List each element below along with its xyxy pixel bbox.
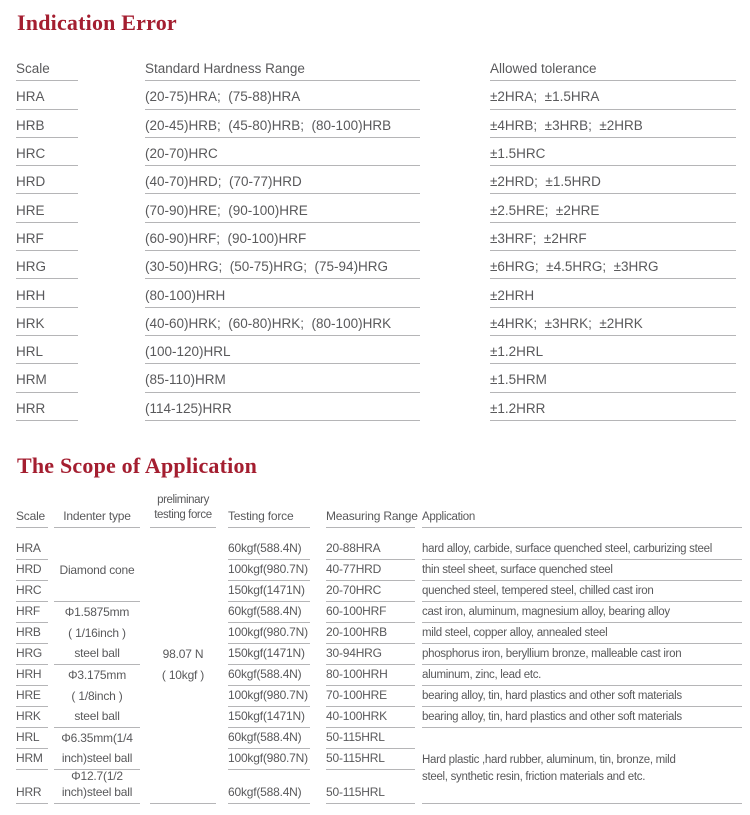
range-cell: (114-125)HRR xyxy=(145,402,420,421)
prelim-force-cell xyxy=(150,556,216,560)
indenter-cell: steel ball xyxy=(54,710,140,728)
scale-cell: HRG xyxy=(16,647,48,665)
table-row xyxy=(16,308,750,336)
application-cell xyxy=(422,745,742,749)
table-row xyxy=(16,728,750,749)
prelim-force-cell xyxy=(150,745,216,749)
tolerance-cell: ±2HRD; ±1.5HRD xyxy=(490,175,736,194)
prelim-force-cell xyxy=(150,799,216,804)
tolerance-cell: ±1.5HRC xyxy=(490,147,736,166)
indenter-cell: Diamond cone xyxy=(59,563,135,578)
header-allowed-tolerance: Allowed tolerance xyxy=(490,62,736,81)
section-title-indication-error: Indication Error xyxy=(17,10,177,35)
indenter-cell xyxy=(54,597,140,602)
tolerance-cell: ±1.2HRL xyxy=(490,345,736,364)
scale-cell: HRA xyxy=(16,542,48,560)
scale-cell: HRD xyxy=(16,175,78,194)
tolerance-cell: ±2HRA; ±1.5HRA xyxy=(490,90,736,109)
scale-cell: HRB xyxy=(16,626,48,644)
range-cell: (30-50)HRG; (50-75)HRG; (75-94)HRG xyxy=(145,260,420,279)
section-title-scope-of-application: The Scope of Application xyxy=(17,452,258,478)
scale-cell: HRD xyxy=(16,563,48,581)
table-row xyxy=(16,602,750,623)
indenter-cell: ( 1/16inch ) xyxy=(68,626,126,641)
range-cell: (80-100)HRH xyxy=(145,289,420,308)
scale-cell: HRF xyxy=(16,232,78,251)
header-application: Application xyxy=(422,511,742,528)
application-cell: steel, synthetic resin, friction materials and etc. xyxy=(422,770,646,783)
application-cell: cast iron, aluminum, magnesium alloy, bearing alloy xyxy=(422,606,742,623)
application-cell: phosphorus iron, beryllium bronze, malleable cast iron xyxy=(422,648,742,665)
scale-cell: HRB xyxy=(16,119,78,138)
range-cell: (100-120)HRL xyxy=(145,345,420,364)
header-standard-hardness-range: Standard Hardness Range xyxy=(145,62,420,81)
measuring-range-cell: 80-100HRH xyxy=(326,668,415,686)
application-cell: quenched steel, tempered steel, chilled cast iron xyxy=(422,585,742,602)
scale-cell: HRL xyxy=(16,345,78,364)
indenter-cell: inch)steel ball xyxy=(54,752,140,770)
application-cell: bearing alloy, tin, hard plastics and other soft materials xyxy=(422,711,742,728)
table-row xyxy=(16,665,750,686)
header-scale: Scale xyxy=(16,62,78,81)
prelim-force-cell: ( 10kgf ) xyxy=(161,668,205,683)
table-row xyxy=(16,644,750,665)
testing-force-cell: 100kgf(980.7N) xyxy=(228,626,310,644)
table-row xyxy=(16,787,750,804)
prelim-force-cell xyxy=(150,640,216,644)
scale-cell: HRH xyxy=(16,289,78,308)
measuring-range-cell: 20-88HRA xyxy=(326,542,415,560)
application-cell: aluminum, zinc, lead etc. xyxy=(422,669,742,686)
header-testing-force: Testing force xyxy=(228,510,310,528)
measuring-range-cell: 50-115HRL xyxy=(326,752,415,770)
table-row xyxy=(16,364,750,392)
scale-cell: HRK xyxy=(16,710,48,728)
indenter-cell: Φ1.5875mm xyxy=(64,605,130,620)
tolerance-cell: ±4HRK; ±3HRK; ±2HRK xyxy=(490,317,736,336)
indenter-cell: Φ3.175mm xyxy=(68,668,126,683)
table-row xyxy=(16,528,750,560)
table-row xyxy=(16,707,750,728)
testing-force-cell: 60kgf(588.4N) xyxy=(228,668,310,686)
testing-force-cell: 60kgf(588.4N) xyxy=(228,731,310,749)
indenter-cell: Φ6.35mm(1/4 xyxy=(61,731,133,746)
range-cell: (20-70)HRC xyxy=(145,147,420,166)
range-cell: (40-60)HRK; (60-80)HRK; (80-100)HRK xyxy=(145,317,420,336)
scale-cell: HRK xyxy=(16,317,78,336)
testing-force-cell: 100kgf(980.7N) xyxy=(228,752,310,770)
table-row xyxy=(16,166,750,194)
indenter-cell: ( 1/8inch ) xyxy=(71,689,123,704)
scale-cell: HRM xyxy=(16,373,78,392)
indication-error-table xyxy=(16,53,750,421)
tolerance-cell: ±4HRB; ±3HRB; ±2HRB xyxy=(490,119,736,138)
prelim-force-cell xyxy=(150,598,216,602)
range-cell: (85-110)HRM xyxy=(145,373,420,392)
scale-cell: HRL xyxy=(16,731,48,749)
tolerance-cell: ±1.5HRM xyxy=(490,373,736,392)
application-cell xyxy=(422,799,742,804)
table-row xyxy=(16,81,750,109)
table-row xyxy=(16,279,750,307)
testing-force-cell: 100kgf(980.7N) xyxy=(228,563,310,581)
testing-force-cell: 60kgf(588.4N) xyxy=(228,605,310,623)
range-cell: (40-70)HRD; (70-77)HRD xyxy=(145,175,420,194)
measuring-range-cell: 70-100HRE xyxy=(326,689,415,707)
testing-force-cell: 150kgf(1471N) xyxy=(228,710,310,728)
prelim-force-cell xyxy=(150,766,216,770)
tolerance-cell: ±2HRH xyxy=(490,289,736,308)
table-row xyxy=(16,336,750,364)
application-cell: bearing alloy, tin, hard plastics and other soft materials xyxy=(422,690,742,707)
scale-cell: HRC xyxy=(16,147,78,166)
prelim-force-cell xyxy=(150,724,216,728)
table-header-row xyxy=(16,488,750,528)
scale-cell: HRF xyxy=(16,605,48,623)
measuring-range-cell: 40-100HRK xyxy=(326,710,415,728)
table-row xyxy=(16,560,750,581)
prelim-force-cell xyxy=(150,577,216,581)
application-cell: Hard plastic ,hard rubber, aluminum, tin, bronze, mild xyxy=(422,753,676,766)
table-row xyxy=(16,138,750,166)
testing-force-cell: 60kgf(588.4N) xyxy=(228,786,310,804)
testing-force-cell: 150kgf(1471N) xyxy=(228,647,310,665)
testing-force-cell: 100kgf(980.7N) xyxy=(228,689,310,707)
table-row xyxy=(16,623,750,644)
table-row xyxy=(16,686,750,707)
table-row xyxy=(16,581,750,602)
header-indenter-type: Indenter type xyxy=(54,510,140,528)
prelim-force-cell: 98.07 N xyxy=(162,647,204,662)
testing-force-cell: 150kgf(1471N) xyxy=(228,584,310,602)
prelim-force-cell xyxy=(150,703,216,707)
scope-of-application-table xyxy=(16,488,750,804)
testing-force-cell: 60kgf(588.4N) xyxy=(228,542,310,560)
table-row xyxy=(16,194,750,222)
indenter-cell: Φ12.7(1/2 xyxy=(71,769,123,784)
range-cell: (20-45)HRB; (45-80)HRB; (80-100)HRB xyxy=(145,119,420,138)
prelim-force-cell xyxy=(150,783,216,787)
measuring-range-cell: 40-77HRD xyxy=(326,563,415,581)
application-cell: hard alloy, carbide, surface quenched steel, carburizing steel xyxy=(422,543,742,560)
application-cell: thin steel sheet, surface quenched steel xyxy=(422,564,742,581)
range-cell: (70-90)HRE; (90-100)HRE xyxy=(145,204,420,223)
scale-cell: HRG xyxy=(16,260,78,279)
scale-cell: HRE xyxy=(16,204,78,223)
indenter-cell xyxy=(54,556,140,560)
table-header-row xyxy=(16,53,750,81)
measuring-range-cell: 20-70HRC xyxy=(326,584,415,602)
table-row xyxy=(16,749,750,770)
application-cell: mild steel, copper alloy, annealed steel xyxy=(422,627,742,644)
scale-cell: HRH xyxy=(16,668,48,686)
table-row xyxy=(16,251,750,279)
scale-cell: HRC xyxy=(16,584,48,602)
measuring-range-cell: 30-94HRG xyxy=(326,647,415,665)
header-preliminary-testing-force: preliminary testing force xyxy=(150,493,216,528)
measuring-range-cell: 50-115HRL xyxy=(326,731,415,749)
scale-cell: HRR xyxy=(16,402,78,421)
header-scale: Scale xyxy=(16,510,48,528)
tolerance-cell: ±3HRF; ±2HRF xyxy=(490,232,736,251)
measuring-range-cell: 60-100HRF xyxy=(326,605,415,623)
range-cell: (60-90)HRF; (90-100)HRF xyxy=(145,232,420,251)
header-measuring-range: Measuring Range xyxy=(326,510,415,528)
indenter-cell: steel ball xyxy=(54,647,140,665)
scale-cell: HRA xyxy=(16,90,78,109)
tolerance-cell: ±1.2HRR xyxy=(490,402,736,421)
scale-cell: HRM xyxy=(16,752,48,770)
table-row xyxy=(16,110,750,138)
measuring-range-cell: 50-115HRL xyxy=(326,786,415,804)
tolerance-cell: ±6HRG; ±4.5HRG; ±3HRG xyxy=(490,260,736,279)
scale-cell: HRE xyxy=(16,689,48,707)
table-row xyxy=(16,223,750,251)
scale-cell: HRR xyxy=(16,786,48,804)
range-cell: (20-75)HRA; (75-88)HRA xyxy=(145,90,420,109)
tolerance-cell: ±2.5HRE; ±2HRE xyxy=(490,204,736,223)
indenter-cell: inch)steel ball xyxy=(54,786,140,804)
table-row xyxy=(16,393,750,421)
prelim-force-cell xyxy=(150,619,216,623)
measuring-range-cell: 20-100HRB xyxy=(326,626,415,644)
